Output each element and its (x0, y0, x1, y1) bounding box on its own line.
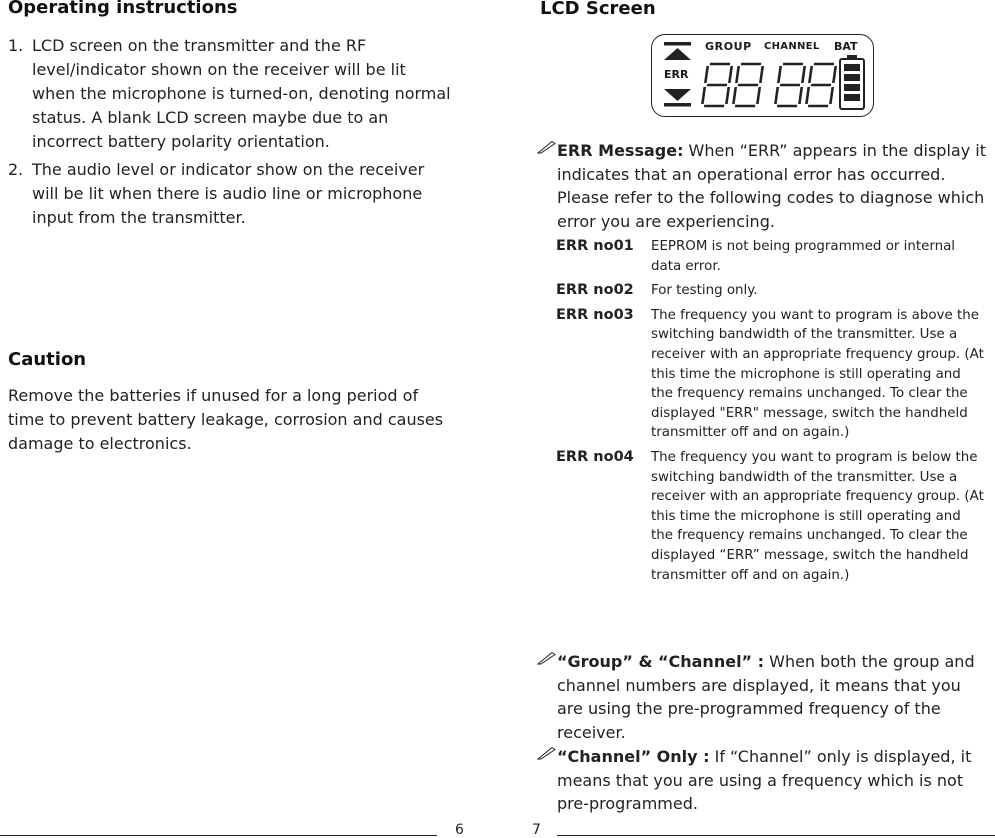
group-channel-label: “Group” & “Channel” : (557, 652, 765, 671)
footer-rule-right (557, 835, 995, 836)
list-item-text: LCD screen on the transmitter and the RF level/indicator shown on the receiver will be lit when the microphone is turned-on, denoting normal status. A blank LCD screen maybe due to an incorrect battery polarity orientation. (32, 36, 451, 151)
digit-3 (775, 64, 805, 106)
seven-segment-digits (702, 64, 836, 106)
down-bar (664, 103, 691, 107)
error-code-row (556, 448, 986, 585)
error-code-row (556, 306, 986, 443)
error-code-row (556, 281, 986, 301)
error-code: ERR no03 (556, 306, 634, 323)
list-item-text: The audio level or indicator show on the receiver will be lit when there is audio line or microphone input from the transmitter. (32, 160, 425, 227)
list-item (8, 158, 454, 230)
lcd-channel-label: CHANNEL (764, 41, 820, 52)
group-channel-text: When both the group and channel numbers are displayed, it means that you are using the pre-programmed frequency of the receiver. (557, 652, 975, 742)
channel-only-note (537, 745, 989, 816)
lcd-err-label: ERR (664, 68, 689, 81)
page-number-right: 7 (532, 822, 541, 838)
error-code: ERR no01 (556, 238, 634, 254)
error-description: For testing only. (651, 283, 758, 299)
battery-icon (840, 55, 864, 109)
group-channel-note (537, 650, 989, 744)
lcd-display-diagram (651, 34, 874, 117)
error-code-row (556, 237, 986, 276)
error-description: EEPROM is not being programmed or internal data error. (651, 239, 956, 274)
lcd-bat-label: BAT (834, 40, 858, 53)
digit-1 (702, 64, 732, 106)
err-message-note (537, 139, 989, 233)
error-description: The frequency you want to program is above the switching bandwidth of the transmitter. Use a receiver with an appropriate frequency group. (At this time the microphone is still operating and the frequency remains unchanged. To clear the displayed "ERR" message, switch the handheld transmitter off and on again.) (651, 307, 984, 441)
caution-text: Remove the batteries if unused for a long period of time to prevent battery leakage, corrosion and causes damage to electronics. (8, 386, 444, 453)
list-item (8, 34, 454, 154)
pencil-icon (537, 746, 557, 760)
down-arrow-icon (664, 89, 691, 101)
lcd-group-label: GROUP (705, 40, 752, 53)
error-code: ERR no02 (556, 282, 634, 299)
list-item-number: 2. (8, 160, 24, 179)
error-code-table (556, 237, 986, 590)
up-bar (664, 42, 691, 46)
error-code: ERR no04 (556, 448, 634, 465)
digit-4 (806, 64, 836, 106)
channel-only-label: “Channel” Only : (557, 747, 710, 766)
pencil-icon (537, 651, 557, 665)
operating-instructions-title: Operating instructions (8, 0, 238, 18)
err-message-label: ERR Message: (557, 141, 684, 160)
digit-2 (733, 64, 763, 106)
up-arrow-icon (664, 48, 691, 60)
channel-only-text: If “Channel” only is displayed, it means that you are using a frequency which is not pre-programmed. (557, 747, 972, 813)
caution-title: Caution (8, 349, 87, 370)
page-number-left: 6 (455, 822, 464, 838)
err-message-text: When “ERR” appears in the display it indicates that an operational error has occurred. Please refer to the following codes to diagnose which error you are experiencing. (557, 141, 986, 231)
error-description: The frequency you want to program is below the switching bandwidth of the transmitter. Use a receiver with an appropriate frequency group. (At this time the microphone is still operating and the frequency remains unchanged. To clear the displayed “ERR” message, switch the handheld transmitter off and on again.) (651, 449, 984, 583)
footer-rule-left (0, 835, 437, 836)
list-item-number: 1. (8, 36, 24, 55)
operating-instructions-list (8, 34, 454, 234)
lcd-screen-title: LCD Screen (540, 0, 656, 19)
pencil-icon (537, 140, 557, 154)
